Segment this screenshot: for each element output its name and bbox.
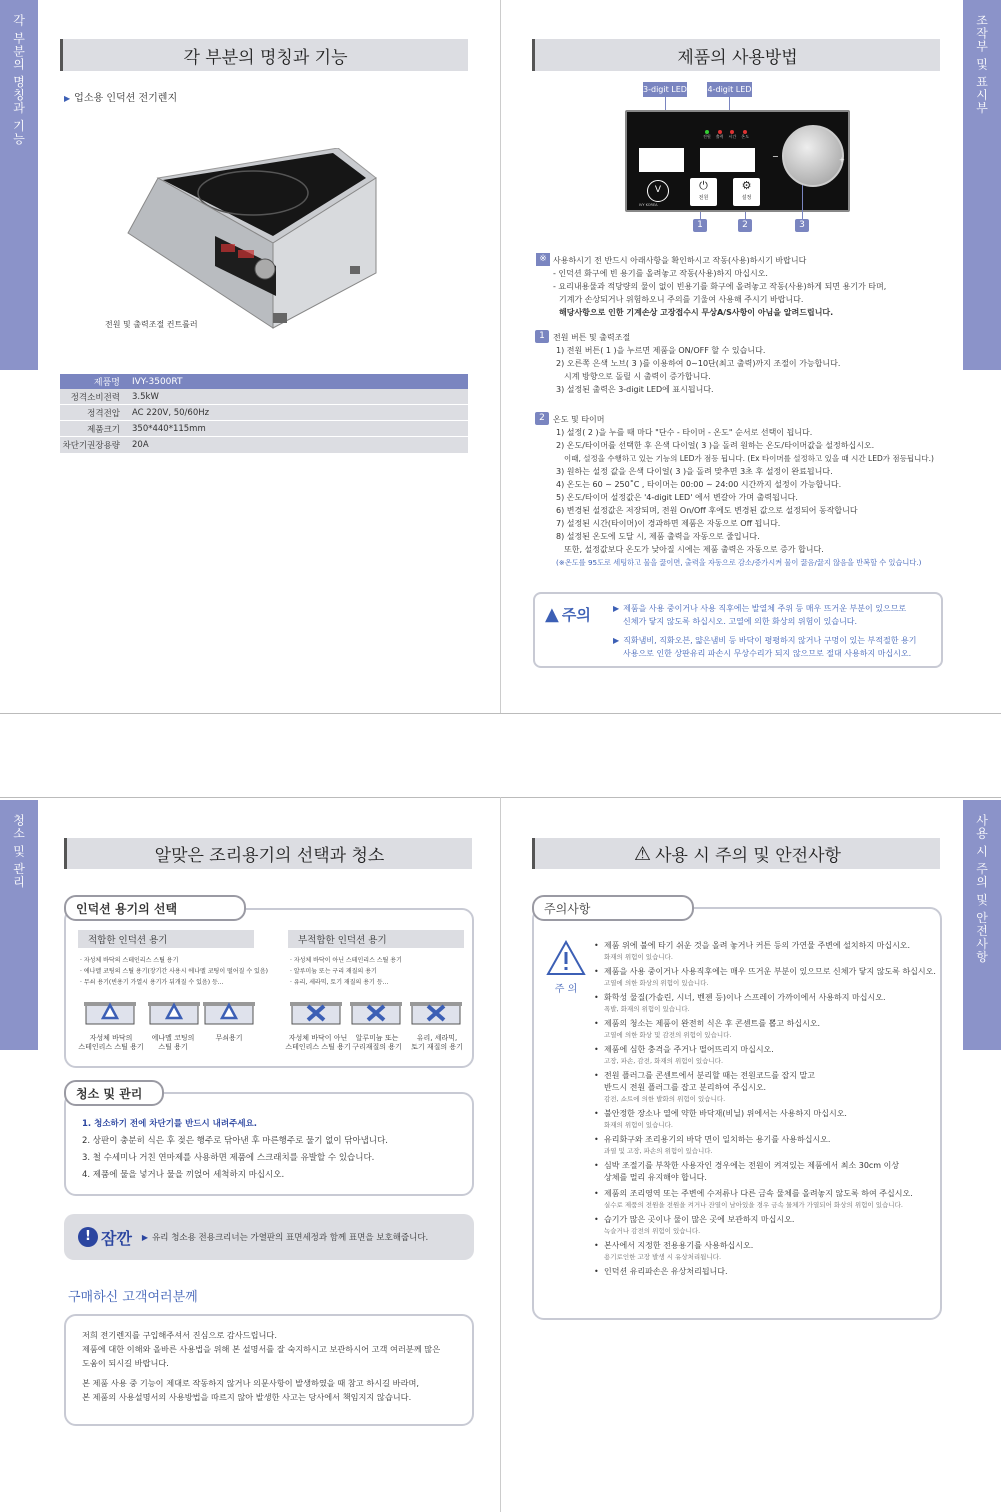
- caution-item-text: 유리화구와 조리용기의 바닥 면이 일치하는 용기를 사용하십시오.: [604, 1135, 831, 1144]
- section-line: (※온도를 95도로 세팅하고 물을 끓이면, 출력을 자동으로 감소/증가시켜 물이 끓음/끓지 않음을 반복할 수 있습니다.): [556, 558, 922, 567]
- exclamation-icon: !: [78, 1227, 98, 1247]
- good-vessel-item: · 에나멜 코팅의 스틸 용기(장기간 사용시 에나멜 코팅이 떨어질 수 있음): [80, 968, 268, 975]
- gear-icon: ⚙: [741, 179, 752, 192]
- section-line: 3) 원하는 설정 값을 은색 다이얼( 3 )을 돌려 맞추면 3초 후 설정이 완료됩니다.: [556, 467, 833, 476]
- caution-item: • 본사에서 지정한 전용용기를 사용하십시오. 용기로인한 고장 발생 시 유상처리됩니다.: [594, 1240, 939, 1262]
- spec-key: 정격전압: [87, 408, 120, 419]
- spec-key: 제품명: [93, 378, 120, 388]
- bad-vessel-title: 부적합한 인덕션 용기: [288, 930, 464, 948]
- caution-item: • 화학성 물질(가솔린, 시너, 벤젠 등)이나 스프레이 가까이에서 사용하지 마십시오. 폭발, 화재의 위험이 있습니다.: [594, 992, 939, 1014]
- good-vessel-item: · 자성체 바닥의 스테인리스 스틸 용기: [80, 957, 179, 964]
- caution-item-note: 녹슬거나 감전의 위험이 있습니다.: [604, 1227, 701, 1235]
- subtitle: ▶ 업소용 인덕션 전기렌지: [64, 93, 178, 104]
- section-line: 또한, 설정값보다 온도가 낮아질 시에는 제품 출력은 자동으로 증가 합니다.: [564, 545, 824, 554]
- pot-bad-icon: [290, 992, 342, 1028]
- led-4digit: [700, 148, 755, 172]
- bad-vessel-item: · 자성체 바닥이 아닌 스테인리스 스틸 용기: [290, 957, 402, 964]
- caution-item-text: 습기가 많은 곳이나 물이 많은 곳에 보관하지 마십시오.: [604, 1215, 795, 1224]
- caution-item-note: 화재의 위험이 있습니다.: [604, 953, 673, 961]
- caution-item-note: 용기로인한 고장 발생 시 유상처리됩니다.: [604, 1253, 722, 1261]
- bad-vessel-item: · 알루미늄 또는 구리 재질의 용기: [290, 968, 377, 975]
- side-tab: 각 부분의 명칭과 기능: [0, 0, 38, 370]
- notice-line: 사용하시기 전 반드시 아래사항을 확인하시고 작동(사용)하시기 바랍니다: [553, 256, 807, 265]
- caution-item-note: 고열에 의한 화상의 위험이 있습니다.: [604, 979, 709, 987]
- section-line: 시계 방향으로 돌릴 시 출력이 증가합니다.: [564, 372, 711, 381]
- section-title: 전원 버튼 및 출력조절: [553, 333, 631, 342]
- section-line: 4) 온도는 60 ~ 250˚C , 타이머는 00:00 ~ 24:00 시간까지 설정이 가능합니다.: [556, 480, 842, 489]
- spec-value: 3.5kW: [132, 391, 159, 402]
- page-title: 각 부분의 명칭과 기능: [60, 39, 468, 71]
- caution-box: ▲ 주의 ▶ 제품을 사용 중이거나 사용 직후에는 발열체 주위 등 매우 뜨거운 부분이 있으므로 신체가 닿지 않도록 하십시오. 고열에 의한 화상의 위험이 있습니다. ▶ 직화냄비, 직화오븐, 얇은냄비 등 바닥이 평평하지 않거나 구멍이 있는 부적절한 용기 사용으로 인한 상판유리 파손시 무상수리가 되지 않으므로 절대 사용하지 마십시오.: [533, 592, 943, 668]
- caution-item-note: 과열 및 고장, 파손의 위험이 있습니다.: [604, 1147, 713, 1155]
- warning-icon: ▲: [545, 604, 559, 625]
- plus-icon: +: [839, 156, 845, 164]
- good-vessel-title: 적합한 인덕션 용기: [78, 930, 254, 948]
- spec-row: [60, 374, 468, 389]
- power-button-label: 전원: [698, 195, 709, 201]
- good-vessel-list: [80, 955, 280, 988]
- pot-label: 알루미늄 또는 구리재질의 용기: [352, 1034, 402, 1051]
- caution-item-text: 본사에서 지정한 전용용기를 사용하십시오.: [604, 1241, 754, 1250]
- set-button-label: 설정: [741, 195, 752, 201]
- indicator-label: 시간: [728, 134, 737, 139]
- caution-label: [545, 604, 591, 625]
- caution-item: • 제품에 심한 충격을 주거나 떨어뜨리지 마십시오. 고장, 파손, 감전, 화재의 위험이 있습니다.: [594, 1044, 939, 1066]
- page-title: 알맞은 조리용기의 선택과 청소: [64, 838, 472, 869]
- pot-label: 에나멜 코팅의 스틸 용기: [151, 1034, 195, 1051]
- caution-item: • 제품 위에 불에 타기 쉬운 것을 올려 놓거나 커튼 등의 가연물 주변에 설치하지 마십시오. 화재의 위험이 있습니다.: [594, 940, 939, 962]
- caution-item: • 전원 플러그를 콘센트에서 분리할 때는 전원코드를 잡지 말고 반드시 전원 플러그를 잡고 분리하여 주십시오. 감전, 쇼트에 의한 발화의 위험이 있습니다.: [594, 1070, 939, 1104]
- spec-key: 정격소비전력: [70, 392, 120, 403]
- tip-box: ! 잠깐 ▶ 유리 청소용 전용크리너는 가열판의 표면세정과 함께 표면을 보호해줍니다.: [64, 1214, 474, 1260]
- control-panel: [625, 110, 850, 212]
- customer-title: 구매하신 고객여러분께: [68, 1290, 198, 1305]
- section-title: 온도 및 타이머: [553, 415, 605, 424]
- caution-item: • 인덕션 유리파손은 유상처리됩니다.: [594, 1267, 728, 1276]
- caution-item: • 제품의 조리영역 또는 주변에 수저류나 다른 금속 물체를 올려놓지 않도록 하여 주십시오. 실수로 제품의 전원을 전원을 켜거나 잔열이 남아있을 경우 금속 물체가 가열되어 화상의 위험이 있습니다.: [594, 1188, 939, 1210]
- cleaning-title: 청소 및 관리: [64, 1080, 164, 1106]
- notice-line: 기계가 손상되거나 위험하오니 주의를 기울여 사용해 주시기 바랍니다.: [559, 295, 804, 304]
- caution-item-note: 실수로 제품의 전원을 전원을 켜거나 잔열이 남아있을 경우 금속 물체가 가열되어 화상의 위험이 있습니다.: [604, 1201, 903, 1209]
- caution-item-note: 감전, 쇼트에 의한 발화의 위험이 있습니다.: [604, 1095, 726, 1103]
- caution-item: • 습기가 많은 곳이나 물이 많은 곳에 보관하지 마십시오. 녹슬거나 감전의 위험이 있습니다.: [594, 1214, 939, 1236]
- caution-list-title: 주의사항: [532, 895, 694, 921]
- caution-item-text: 제품을 사용 중이거나 사용직후에는 매우 뜨거운 부분이 있으므로 신체가 닿지 않도록 하십시오.: [604, 967, 936, 976]
- spec-value: IVY-3500RT: [132, 376, 183, 387]
- ivy-logo: V: [647, 180, 669, 202]
- pot-bad-icon: [410, 992, 462, 1028]
- spec-row: [60, 421, 468, 437]
- tag-4digit: 4-digit LED: [707, 82, 752, 97]
- cleaning-item: 2. 상판이 충분히 식은 후 젖은 행주로 닦아낸 후 마른행주로 물기 없이 닦아냅니다.: [82, 1136, 388, 1146]
- notice-line: - 요리내용물과 적당량의 물이 없이 빈용기를 화구에 올려놓고 작동(사용)하게 되면 용기가 타며,: [553, 282, 887, 291]
- caution-badge: [546, 940, 586, 995]
- customer-line: 저희 전기렌지를 구입해주셔서 진심으로 감사드립니다.: [82, 1330, 277, 1340]
- cooktop-image: [118, 148, 378, 333]
- customer-line: 제품에 대한 이해와 올바른 사용법을 위해 본 설명서를 잘 숙지하시고 보관하시어 고객 여러분께 많은: [82, 1344, 441, 1354]
- section-line: 2) 오른쪽 은색 노브( 3 )를 이용하여 0~10단(최고 출력)까지 조절이 가능합니다.: [556, 359, 841, 368]
- pot-label: 자성체 바닥의 스테인리스 스틸 용기: [78, 1034, 144, 1051]
- power-button[interactable]: [690, 178, 717, 206]
- caution-item: • 불안정한 장소나 열에 약한 바닥재(비닐) 위에서는 사용하지 마십시오. 화재의 위험이 있습니다.: [594, 1108, 939, 1130]
- customer-text: [82, 1328, 462, 1404]
- page-title: [532, 838, 940, 869]
- caution-item-text: 제품의 조리영역 또는 주변에 수저류나 다른 금속 물체를 올려놓지 않도록 하여 주십시오.: [604, 1189, 913, 1198]
- pot-label: 유리, 세라믹, 토기 재질의 용기: [411, 1034, 463, 1051]
- notice-line: 해당사항으로 인한 기계손상 고장접수시 무상A/S사항이 아님을 알려드립니다.: [559, 308, 834, 317]
- section-2-body: [556, 426, 956, 569]
- spine-line: [500, 797, 501, 1512]
- caution-item: • 제품의 청소는 제품이 완전히 식은 후 콘센트를 뽑고 하십시오. 고열에 의한 화상 및 감전의 위험이 있습니다.: [594, 1018, 939, 1040]
- notice-block: [553, 254, 953, 319]
- caution-line: 직화냄비, 직화오븐, 얇은냄비 등 바닥이 평평하지 않거나 구멍이 있는 부적절한 용기: [623, 636, 917, 645]
- caution-line: 제품을 사용 중이거나 사용 직후에는 발열체 주위 등 매우 뜨거운 부분이 있으므로: [623, 604, 907, 613]
- caution-label-text: 주의: [561, 606, 591, 624]
- caution-item-text: 제품 위에 불에 타기 쉬운 것을 올려 놓거나 커튼 등의 가연물 주변에 설치하지 마십시오.: [604, 941, 911, 950]
- cleaning-item: 3. 철 수세미나 거친 연마제를 사용하면 제품에 스크래치를 유발할 수 있습니다.: [82, 1153, 375, 1163]
- warning-icon: ⚠: [634, 842, 652, 865]
- customer-line: 도움이 되시길 바랍니다.: [82, 1358, 169, 1368]
- pot-bad-icon: [350, 992, 402, 1028]
- pot-label: 무쇠용기: [215, 1034, 243, 1042]
- set-button[interactable]: [733, 178, 760, 206]
- caution-item-note: 고열에 의한 화상 및 감전의 위험이 있습니다.: [604, 1031, 732, 1039]
- section-line: 7) 설정된 시간(타이머)이 경과하면 제품은 자동으로 Off 됩니다.: [556, 519, 781, 528]
- pot-good-icon: [203, 992, 255, 1028]
- control-knob[interactable]: [782, 125, 844, 187]
- callout-3: 3: [795, 219, 809, 232]
- vessel-selection-title: 인덕션 용기의 선택: [64, 895, 246, 921]
- cleaning-item: 1. 청소하기 전에 차단기를 반드시 내려주세요.: [82, 1119, 257, 1129]
- section-number: 1: [535, 330, 549, 343]
- cleaning-list: [82, 1116, 462, 1184]
- good-vessel-item: · 무쇠 용기(빈용기 가열시 용기가 뒤개질 수 있음) 등...: [80, 979, 224, 986]
- spec-value: 20A: [132, 440, 149, 450]
- caution-item-text: 심박 조절기를 부착한 사용자인 경우에는 전원이 켜져있는 제품에서 최소 30cm 이상 상체를 멀리 유지해야 합니다.: [604, 1161, 900, 1182]
- indicator-label: 출력: [715, 134, 724, 139]
- caution-item-text: 인덕션 유리파손은 유상처리됩니다.: [604, 1267, 728, 1276]
- subtitle-text: 업소용 인덕션 전기렌지: [74, 93, 178, 104]
- section-line: 3) 설정된 출력은 3-digit LED에 표시됩니다.: [556, 385, 714, 394]
- caution-item-text: 전원 플러그를 콘센트에서 분리할 때는 전원코드를 잡지 말고 반드시 전원 플러그를 잡고 분리하여 주십시오.: [604, 1071, 815, 1092]
- caution-item-note: 고장, 파손, 감전, 화재의 위험이 있습니다.: [604, 1057, 724, 1065]
- spec-value: AC 220V, 50/60Hz: [132, 407, 210, 418]
- side-tab: 청소 및 관리: [0, 800, 38, 1050]
- spec-row: [60, 389, 468, 405]
- section-number: 2: [535, 412, 549, 425]
- indicator-label: 온도: [741, 134, 749, 139]
- notice-line: - 인덕션 화구에 빈 용기를 올려놓고 작동(사용)하지 마십시오.: [553, 269, 768, 278]
- spec-table: [60, 374, 468, 453]
- warning-triangle-icon: [546, 940, 586, 976]
- caution-item: • 심박 조절기를 부착한 사용자인 경우에는 전원이 켜져있는 제품에서 최소 30cm 이상 상체를 멀리 유지해야 합니다.: [594, 1161, 900, 1182]
- pot-good-icon: [84, 992, 136, 1028]
- section-line: 2) 온도/타이머를 선택한 후 은색 다이얼( 3 )을 돌려 원하는 온도/타이머값을 설정하십시오.: [556, 441, 875, 450]
- bad-vessel-item: · 유리, 세라믹, 토기 재질의 용기 등...: [290, 979, 389, 986]
- logo-text: IVY KOREA: [639, 203, 658, 207]
- side-tab: 사용 시 주의 및 안전사항: [963, 800, 1001, 1050]
- page-title: 제품의 사용방법: [532, 39, 940, 71]
- section-1-body: [556, 344, 956, 396]
- section-line: 1) 설정( 2 )을 누를 때 마다 "단수 - 타이머 - 온도" 순서로 선택이 됩니다.: [556, 428, 813, 437]
- caution-item: • 제품을 사용 중이거나 사용직후에는 매우 뜨거운 부분이 있으므로 신체가 닿지 않도록 하십시오. 고열에 의한 화상의 위험이 있습니다.: [594, 966, 939, 988]
- customer-line: 본 제품의 사용설명서의 사용방법을 따르지 않아 발생한 사고는 당사에서 책임지지 않습니다.: [82, 1392, 412, 1402]
- caution-item: • 유리화구와 조리용기의 바닥 면이 일치하는 용기를 사용하십시오. 과열 및 고장, 파손의 위험이 있습니다.: [594, 1134, 939, 1156]
- led-3digit: [639, 148, 684, 172]
- spec-key: 차단기권장용량: [62, 441, 120, 451]
- caution-item-text: 불안정한 장소나 열에 약한 바닥재(비닐) 위에서는 사용하지 마십시오.: [604, 1109, 847, 1118]
- minus-icon: −: [772, 152, 779, 161]
- cooktop-caption: 전원 및 출력조절 컨트롤러: [105, 320, 198, 329]
- spec-row: [60, 437, 468, 453]
- spec-value: 350*440*115mm: [132, 423, 206, 434]
- callout-2: 2: [738, 219, 752, 232]
- section-line: 8) 설정된 온도에 도달 시, 제품 출력을 자동으로 줄입니다.: [556, 532, 760, 541]
- section-line: 6) 변경된 설정값은 저장되며, 전원 On/Off 후에도 변경된 값으로 설정되어 동작합니다: [556, 506, 858, 515]
- side-tab: 조작부 및 표시부: [963, 0, 1001, 370]
- tip-label: 잠깐: [101, 1228, 132, 1248]
- caution-line: 신체가 닿지 않도록 하십시오. 고열에 의한 화상의 위험이 있습니다.: [623, 617, 858, 626]
- tag-3digit: 3-digit LED: [643, 82, 687, 97]
- spec-row: [60, 405, 468, 421]
- indicator-label: 전원: [703, 134, 711, 139]
- caution-item-note: 화재의 위험이 있습니다.: [604, 1121, 673, 1129]
- page-title-text: 사용 시 주의 및 안전사항: [655, 846, 841, 866]
- bad-vessel-list: [290, 955, 465, 988]
- caution-list: [594, 940, 939, 1282]
- caution-item-text: 화학성 물질(가솔린, 시너, 벤젠 등)이나 스프레이 가까이에서 사용하지 마십시오.: [604, 993, 886, 1002]
- caution-item-note: 폭발, 화재의 위험이 있습니다.: [604, 1005, 690, 1013]
- notice-mark: ※: [536, 253, 550, 266]
- spine-line: [500, 0, 501, 713]
- section-line: 1) 전원 버튼( 1 )을 누르면 제품을 ON/OFF 할 수 있습니다.: [556, 346, 766, 355]
- power-icon: ⏻: [699, 179, 708, 192]
- spec-key: 제품크기: [87, 424, 120, 435]
- page-divider: [0, 713, 1001, 714]
- caution-badge-label: 주 의: [554, 984, 578, 995]
- section-line: 5) 온도/타이머 설정값은 '4-digit LED' 에서 변갈아 가며 출력됩니다.: [556, 493, 798, 502]
- cleaning-item: 4. 제품에 물을 넣거나 물을 끼얹어 세척하지 마십시오.: [82, 1170, 285, 1180]
- pot-label: 자성체 바닥이 아닌 스테인리스 스틸 용기: [285, 1034, 351, 1051]
- caution-line: 사용으로 인한 상판유리 파손시 무상수리가 되지 않으므로 절대 사용하지 마십시오.: [623, 649, 912, 658]
- customer-line: 본 제품 사용 중 기능이 제대로 작동하지 않거나 의문사항이 발생하였을 때 참고 하시길 바라며,: [82, 1378, 419, 1388]
- tip-text: 유리 청소용 전용크리너는 가열판의 표면세정과 함께 표면을 보호해줍니다.: [152, 1233, 429, 1243]
- callout-1: 1: [693, 219, 707, 232]
- caution-item-text: 제품에 심한 충격을 주거나 떨어뜨리지 마십시오.: [604, 1045, 774, 1054]
- section-line: 이때, 설정을 수행하고 있는 기능의 LED가 점등 됩니다. (Ex 타이머를 설정하고 있을 때 시간 LED가 점등됩니다.): [564, 454, 934, 463]
- caution-item-text: 제품의 청소는 제품이 완전히 식은 후 콘센트를 뽑고 하십시오.: [604, 1019, 821, 1028]
- pot-good-icon: [148, 992, 200, 1028]
